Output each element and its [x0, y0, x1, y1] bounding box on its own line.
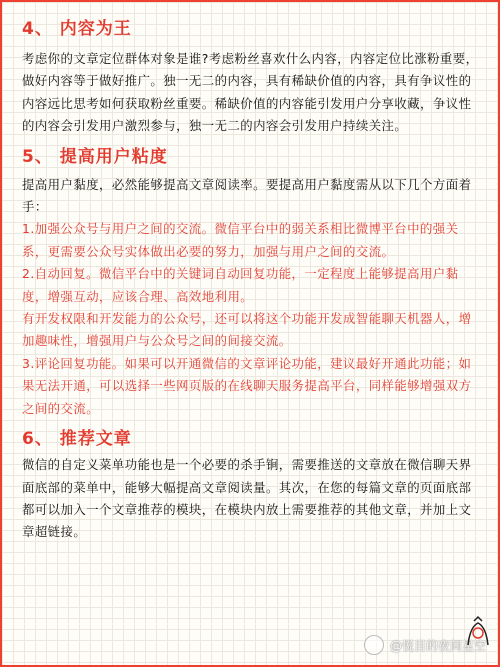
section-5-point-2: 2.自动回复。微信平台中的关键词自动回复功能，一定程度上能够提高用户黏度，增强互动，应该合理、高效地利用。 [22, 266, 459, 304]
section-5-intro: 提高用户黏度，必然能够提高文章阅读率。要提高用户黏度需从以下几个方面着手： [22, 176, 472, 215]
section-6-title: 6、 推荐文章 [22, 429, 132, 450]
section-6-body: 微信的自定义菜单功能也是一个必要的杀手锏，需要推送的文章放在微信聊天界面底部的菜单中，能够大幅提高文章阅读量。其次，在您的每篇文章的页面底部都可以加入一个文章推荐的模块，在模块内放上需要推荐的其他文章，并加上文章超链接。 [22, 457, 472, 540]
section-5-point-3: 3.评论回复功能。如果可以开通微信的文章评论功能，建议最好开通此功能；如果无法开通，可以选择一些网页版的在线聊天服务提高平台，同样能够增强双方之间的交流。 [22, 355, 472, 416]
section-4-title: 4、 内容为王 [22, 19, 132, 39]
section-5-point-2-extra: 有开发权限和开发能力的公众号，还可以将这个功能开发成智能聊天机器人，增加趣味性，增强用户与公众号之间的间接交流。 [22, 311, 472, 349]
section-5-title: 5、 提高用户粘度 [22, 146, 168, 167]
watermark-logo-icon [364, 635, 384, 655]
section-5-point-1: 1.加强公众号与用户之间的交流。微信平台中的弱关系相比微博平台中的强关系，更需要公众号实体做出必要的努力，加强与用户之间的交流。 [22, 221, 459, 259]
section-4-body: 考虑你的文章定位群体对象是谁?考虑粉丝喜欢什么内容，内容定位比涨粉重要，做好内容等于做好推广。独一无二的内容，具有稀缺价值的内容，具有争议性的内容远比思考如何获取粉丝重要。稀缺价值的内容能引发用户分享收藏，争议性的内容会引发用户激烈参与，独一无二的内容会引发用户持续关注。 [22, 51, 479, 134]
watermark-text: @悦目的夜间星空 [389, 638, 486, 653]
doodle-drawing-icon [464, 615, 492, 649]
